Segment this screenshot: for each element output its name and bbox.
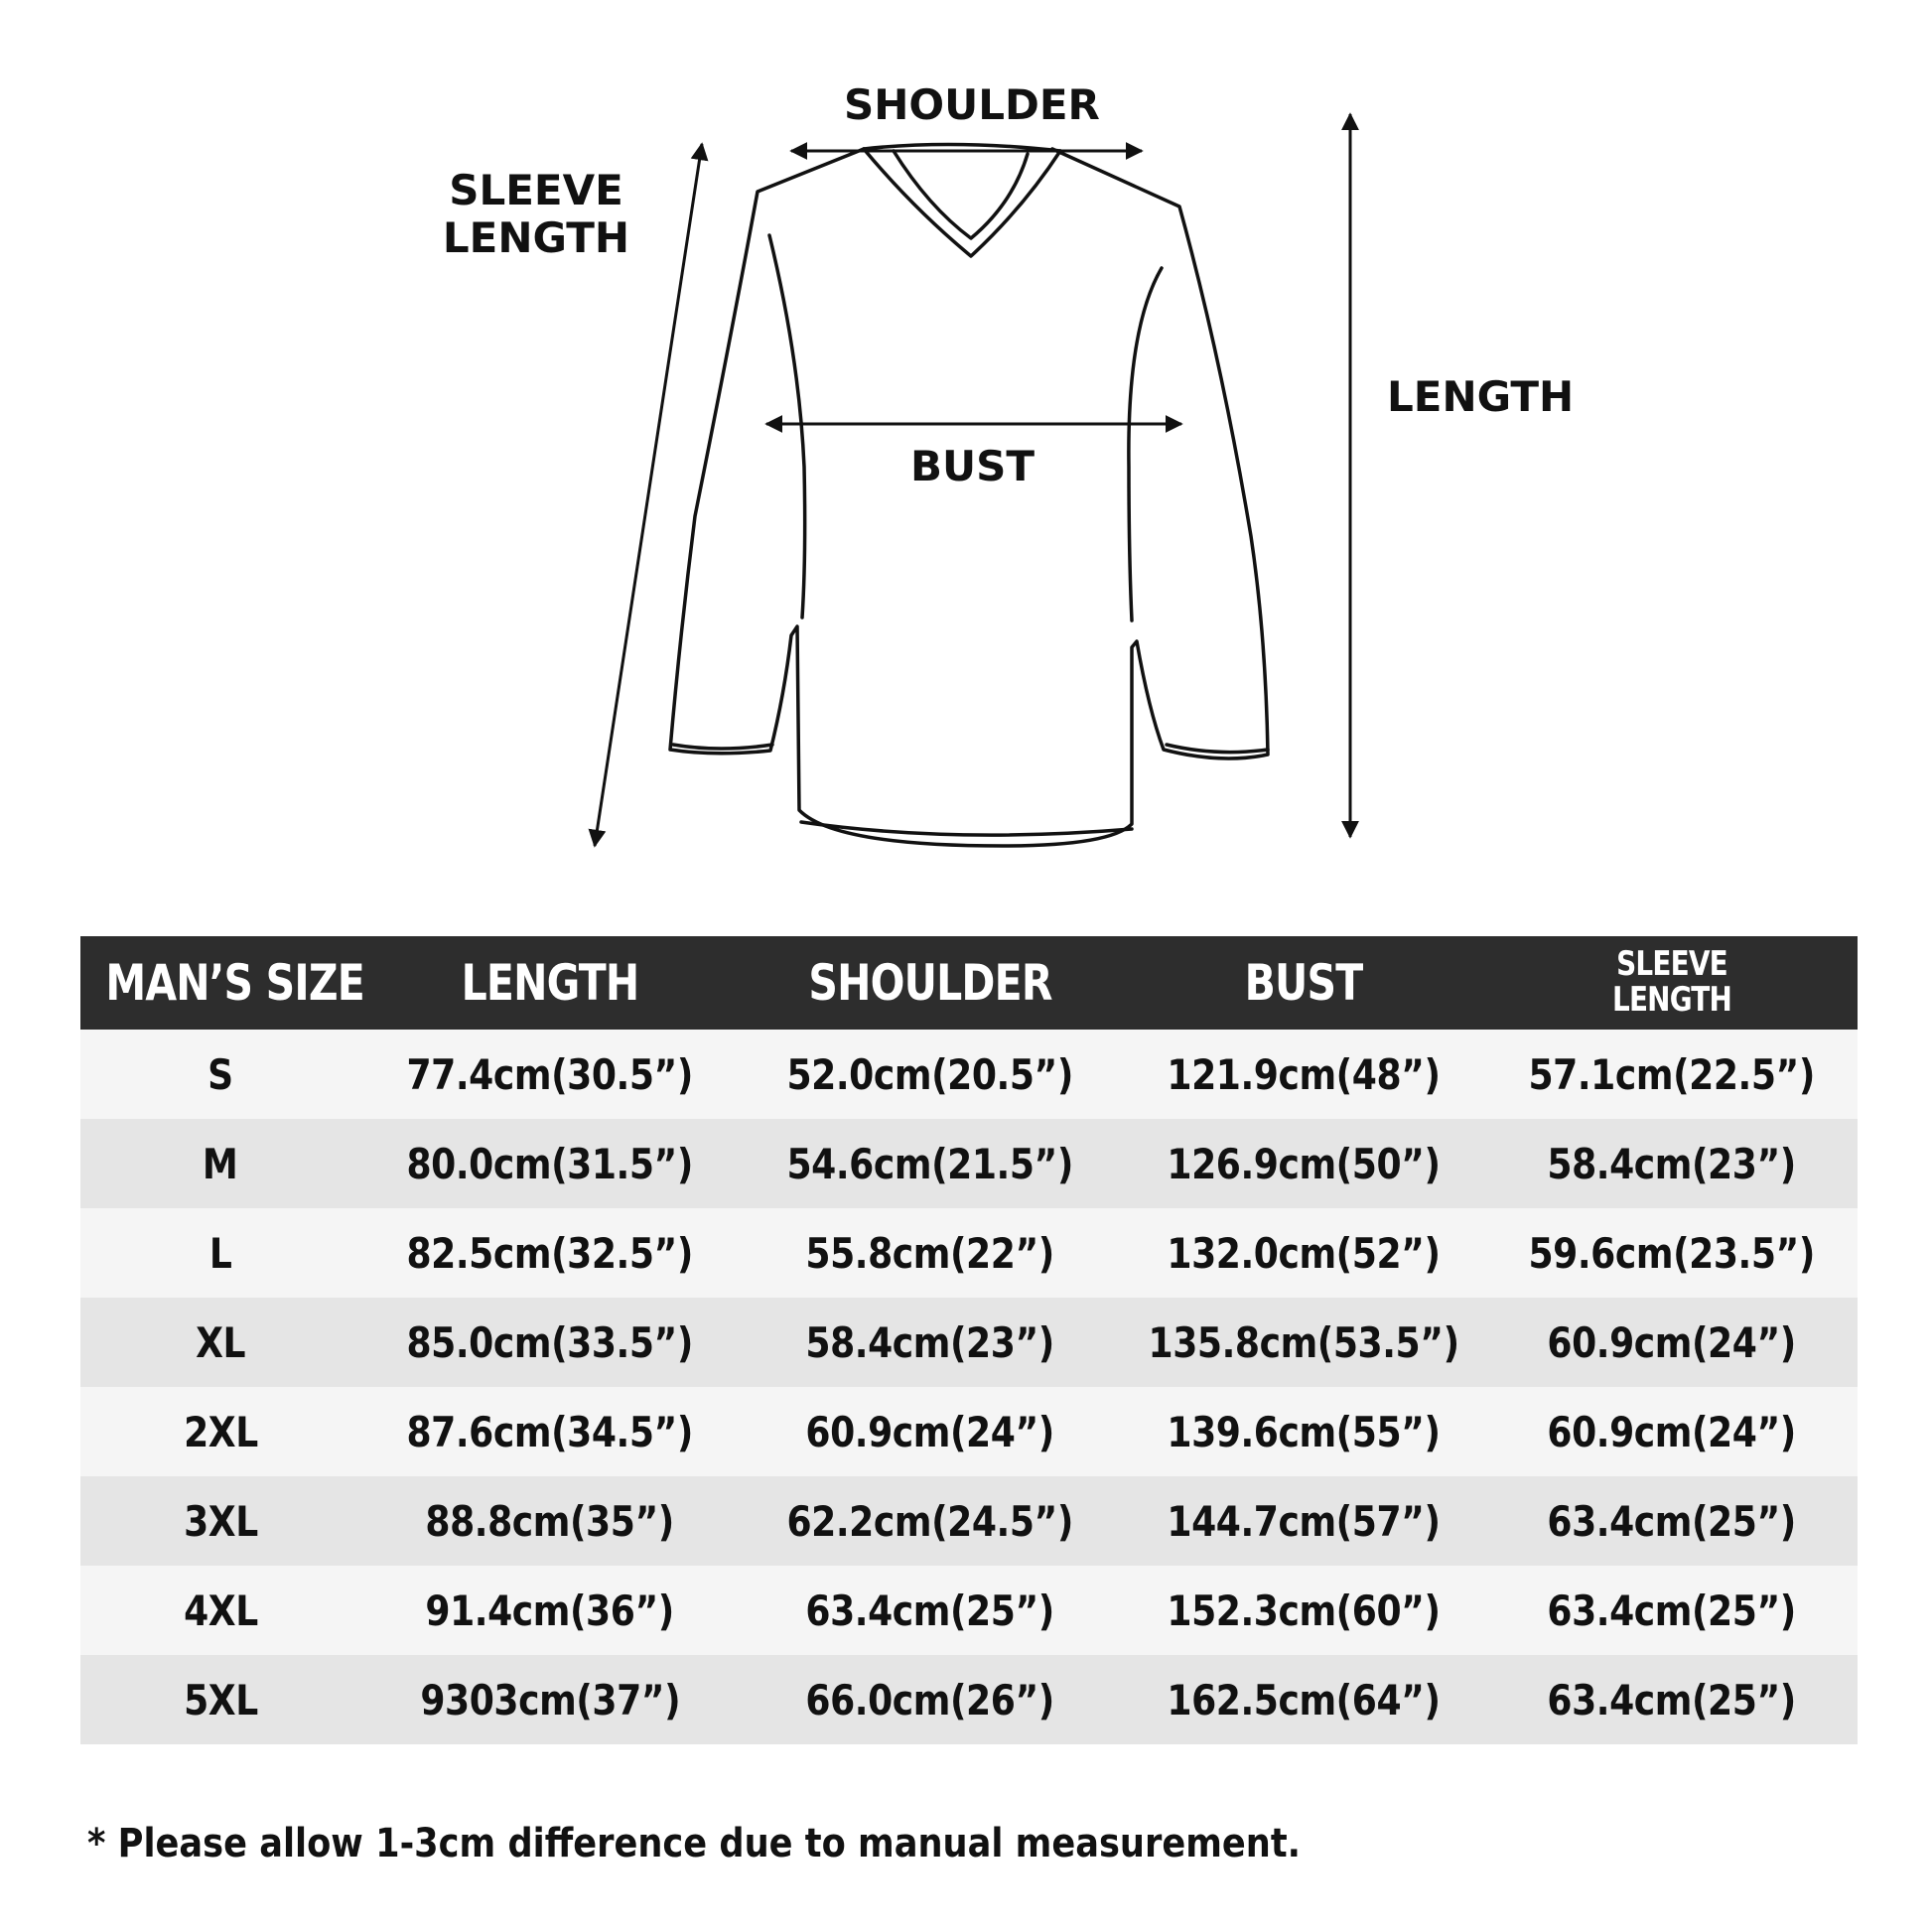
cell-bust [1121,1208,1486,1298]
table-row [80,1119,1858,1208]
cell-text: 3XL [183,1496,258,1546]
cell-text: 135.8cm(53.5”) [1148,1317,1459,1367]
cell-text: 139.6cm(55”) [1167,1407,1441,1456]
cell-text: S [207,1049,233,1099]
cell-bust [1121,1030,1486,1119]
cell-text: 57.1cm(22.5”) [1528,1049,1816,1099]
cell-text: M [203,1139,238,1188]
table-row [80,1566,1858,1655]
cell-text: 132.0cm(52”) [1167,1228,1441,1278]
table-row [80,1476,1858,1566]
cell-text: 55.8cm(22”) [805,1228,1055,1278]
cell-sleeve [1486,1119,1858,1208]
cell-text: 126.9cm(50”) [1167,1139,1441,1188]
cell-text: 60.9cm(24”) [1547,1317,1797,1367]
cell-text: 59.6cm(23.5”) [1528,1228,1816,1278]
header-bust: BUST [1244,954,1363,1012]
cell-sleeve [1486,1566,1858,1655]
header-sleeve-line1: SLEEVE [1616,944,1727,985]
cell-length [360,1566,740,1655]
cell-text: 82.5cm(32.5”) [406,1228,694,1278]
cell-length [360,1387,740,1476]
cell-text: 152.3cm(60”) [1167,1586,1441,1635]
cell-text: 2XL [183,1407,258,1456]
cell-shoulder [740,1566,1121,1655]
header-sleeve-length [1520,936,1825,1030]
cell-text: 87.6cm(34.5”) [406,1407,694,1456]
table-row [80,1030,1858,1119]
shoulder-label: SHOULDER [844,80,1100,129]
cell-text: 58.4cm(23”) [1547,1139,1797,1188]
cell-text: 77.4cm(30.5”) [406,1049,694,1099]
cell-size [80,1208,360,1298]
cell-size [80,1476,360,1566]
cell-text: 63.4cm(25”) [1547,1496,1797,1546]
cell-size [80,1566,360,1655]
cell-bust [1121,1298,1486,1387]
cell-text: XL [195,1317,246,1367]
cell-size [80,1387,360,1476]
cell-text: 162.5cm(64”) [1167,1675,1441,1725]
cell-length [360,1208,740,1298]
cell-shoulder [740,1030,1121,1119]
cell-text: 91.4cm(36”) [425,1586,675,1635]
sleeve-label-line1: SLEEVE [449,166,623,214]
cell-bust [1121,1476,1486,1566]
cell-shoulder [740,1387,1121,1476]
cell-text: 60.9cm(24”) [805,1407,1055,1456]
sleeve-label-line2: LENGTH [442,213,630,263]
cell-size [80,1119,360,1208]
garment-diagram [0,0,1932,894]
cell-shoulder [740,1476,1121,1566]
table-row [80,1208,1858,1298]
cell-length [360,1119,740,1208]
cell-text: 80.0cm(31.5”) [406,1139,694,1188]
cell-length [360,1655,740,1744]
table-row [80,1655,1858,1744]
collar [864,149,1060,256]
table-row [80,1387,1858,1476]
cell-bust [1121,1655,1486,1744]
cell-text: 54.6cm(21.5”) [786,1139,1074,1188]
cell-sleeve [1486,1655,1858,1744]
cell-text: 52.0cm(20.5”) [786,1049,1074,1099]
header-shoulder: SHOULDER [808,954,1052,1012]
measurement-footnote: * Please allow 1-3cm difference due to manual measurement. [87,1821,1302,1866]
bust-label: BUST [910,442,1035,490]
cell-bust [1121,1566,1486,1655]
cell-text: 58.4cm(23”) [805,1317,1055,1367]
cell-length [360,1298,740,1387]
header-length: LENGTH [461,954,639,1012]
cell-length [360,1476,740,1566]
cell-text: 63.4cm(25”) [1547,1586,1797,1635]
cell-text: 144.7cm(57”) [1167,1496,1441,1546]
cell-shoulder [740,1655,1121,1744]
cell-text: 66.0cm(26”) [805,1675,1055,1725]
cell-sleeve [1486,1298,1858,1387]
cell-text: 63.4cm(25”) [1547,1675,1797,1725]
cell-size [80,1030,360,1119]
cell-sleeve [1486,1387,1858,1476]
cell-text: 60.9cm(24”) [1547,1407,1797,1456]
size-chart-table [80,936,1858,1744]
cell-text: 9303cm(37”) [420,1675,680,1725]
cell-text: 88.8cm(35”) [425,1496,675,1546]
header-sleeve-line2: LENGTH [1612,980,1731,1020]
header-mans-size: MAN’S SIZE [105,954,364,1012]
cell-size [80,1655,360,1744]
cell-shoulder [740,1298,1121,1387]
cell-sleeve [1486,1476,1858,1566]
length-label: LENGTH [1387,372,1575,421]
cell-length [360,1030,740,1119]
cell-shoulder [740,1208,1121,1298]
cell-text: 85.0cm(33.5”) [406,1317,694,1367]
table-row [80,1298,1858,1387]
cell-sleeve [1486,1030,1858,1119]
cell-text: 4XL [183,1586,258,1635]
cell-shoulder [740,1119,1121,1208]
cell-text: 121.9cm(48”) [1167,1049,1441,1099]
sleeve-length-label [442,167,630,263]
cell-text: 5XL [183,1675,258,1725]
cell-size [80,1298,360,1387]
cell-text: 63.4cm(25”) [805,1586,1055,1635]
cell-bust [1121,1119,1486,1208]
table-header-row [80,936,1858,1030]
cell-bust [1121,1387,1486,1476]
cell-text: 62.2cm(24.5”) [786,1496,1074,1546]
cell-sleeve [1486,1208,1858,1298]
cell-text: L [208,1228,232,1278]
